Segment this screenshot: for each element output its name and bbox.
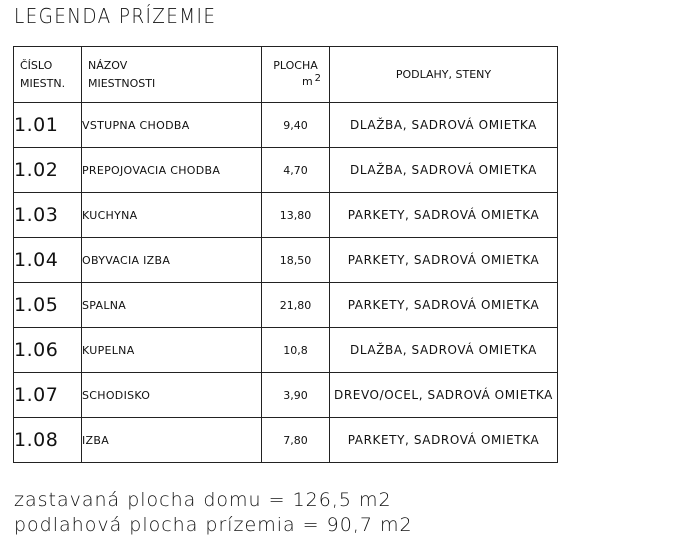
room-name: PREPOJOVACIA CHODBA [82,148,262,193]
table-row [14,283,558,328]
room-name: KUPELNA [82,328,262,373]
summary-block [14,488,413,538]
room-area: 7,80 [262,418,330,463]
room-area: 9,40 [262,103,330,148]
room-name: SCHODISKO [82,373,262,418]
room-area: 3,90 [262,373,330,418]
header-name-line2: MIESTNOSTI [88,76,156,90]
header-floor-walls: PODLAHY, STENY [330,47,558,103]
header-area [262,47,330,103]
table-row [14,193,558,238]
room-number: 1.03 [14,193,82,238]
table-row [14,328,558,373]
header-room-name [82,47,262,103]
header-area-line1: PLOCHA [273,59,318,72]
table-body [14,103,558,463]
room-name: OBYVACIA IZBA [82,238,262,283]
room-name: SPALNA [82,283,262,328]
room-floor-walls: PARKETY, SADROVÁ OMIETKA [330,283,558,328]
room-floor-walls: PARKETY, SADROVÁ OMIETKA [330,193,558,238]
table-row [14,103,558,148]
summary-built-area: zastavaná plocha domu = 126,5 m2 [14,489,392,511]
room-floor-walls: DLAŽBA, SADROVÁ OMIETKA [330,328,558,373]
room-floor-walls: PARKETY, SADROVÁ OMIETKA [330,238,558,283]
room-number: 1.08 [14,418,82,463]
room-name: IZBA [82,418,262,463]
room-area: 4,70 [262,148,330,193]
room-floor-walls: DLAŽBA, SADROVÁ OMIETKA [330,148,558,193]
room-area: 13,80 [262,193,330,238]
table-row [14,238,558,283]
room-floor-walls: DLAŽBA, SADROVÁ OMIETKA [330,103,558,148]
room-number: 1.04 [14,238,82,283]
table-row [14,418,558,463]
room-area: 10,8 [262,328,330,373]
header-area-unit: m [301,75,313,88]
header-num-line2: MIESTN. [20,76,66,90]
room-number: 1.01 [14,103,82,148]
table-row [14,373,558,418]
room-area: 18,50 [262,238,330,283]
header-area-sup: 2 [314,73,322,84]
header-num-line1: ČÍSLO [20,58,53,72]
room-number: 1.06 [14,328,82,373]
room-number: 1.05 [14,283,82,328]
room-floor-walls: PARKETY, SADROVÁ OMIETKA [330,418,558,463]
header-room-number [14,47,82,103]
header-name-line1: NÁZOV [88,58,128,72]
room-number: 1.02 [14,148,82,193]
page-title: LEGENDA PRÍZEMIE [14,4,217,28]
table-row [14,148,558,193]
room-name: KUCHYNA [82,193,262,238]
header-area-unit-wrap [262,74,329,91]
summary-floor-area: podlahová plocha prízemia = 90,7 m2 [14,514,413,536]
room-area: 21,80 [262,283,330,328]
table-header-row [14,47,558,103]
room-floor-walls: DREVO/OCEL, SADROVÁ OMIETKA [330,373,558,418]
room-number: 1.07 [14,373,82,418]
room-legend-table [13,46,558,463]
room-name: VSTUPNA CHODBA [82,103,262,148]
